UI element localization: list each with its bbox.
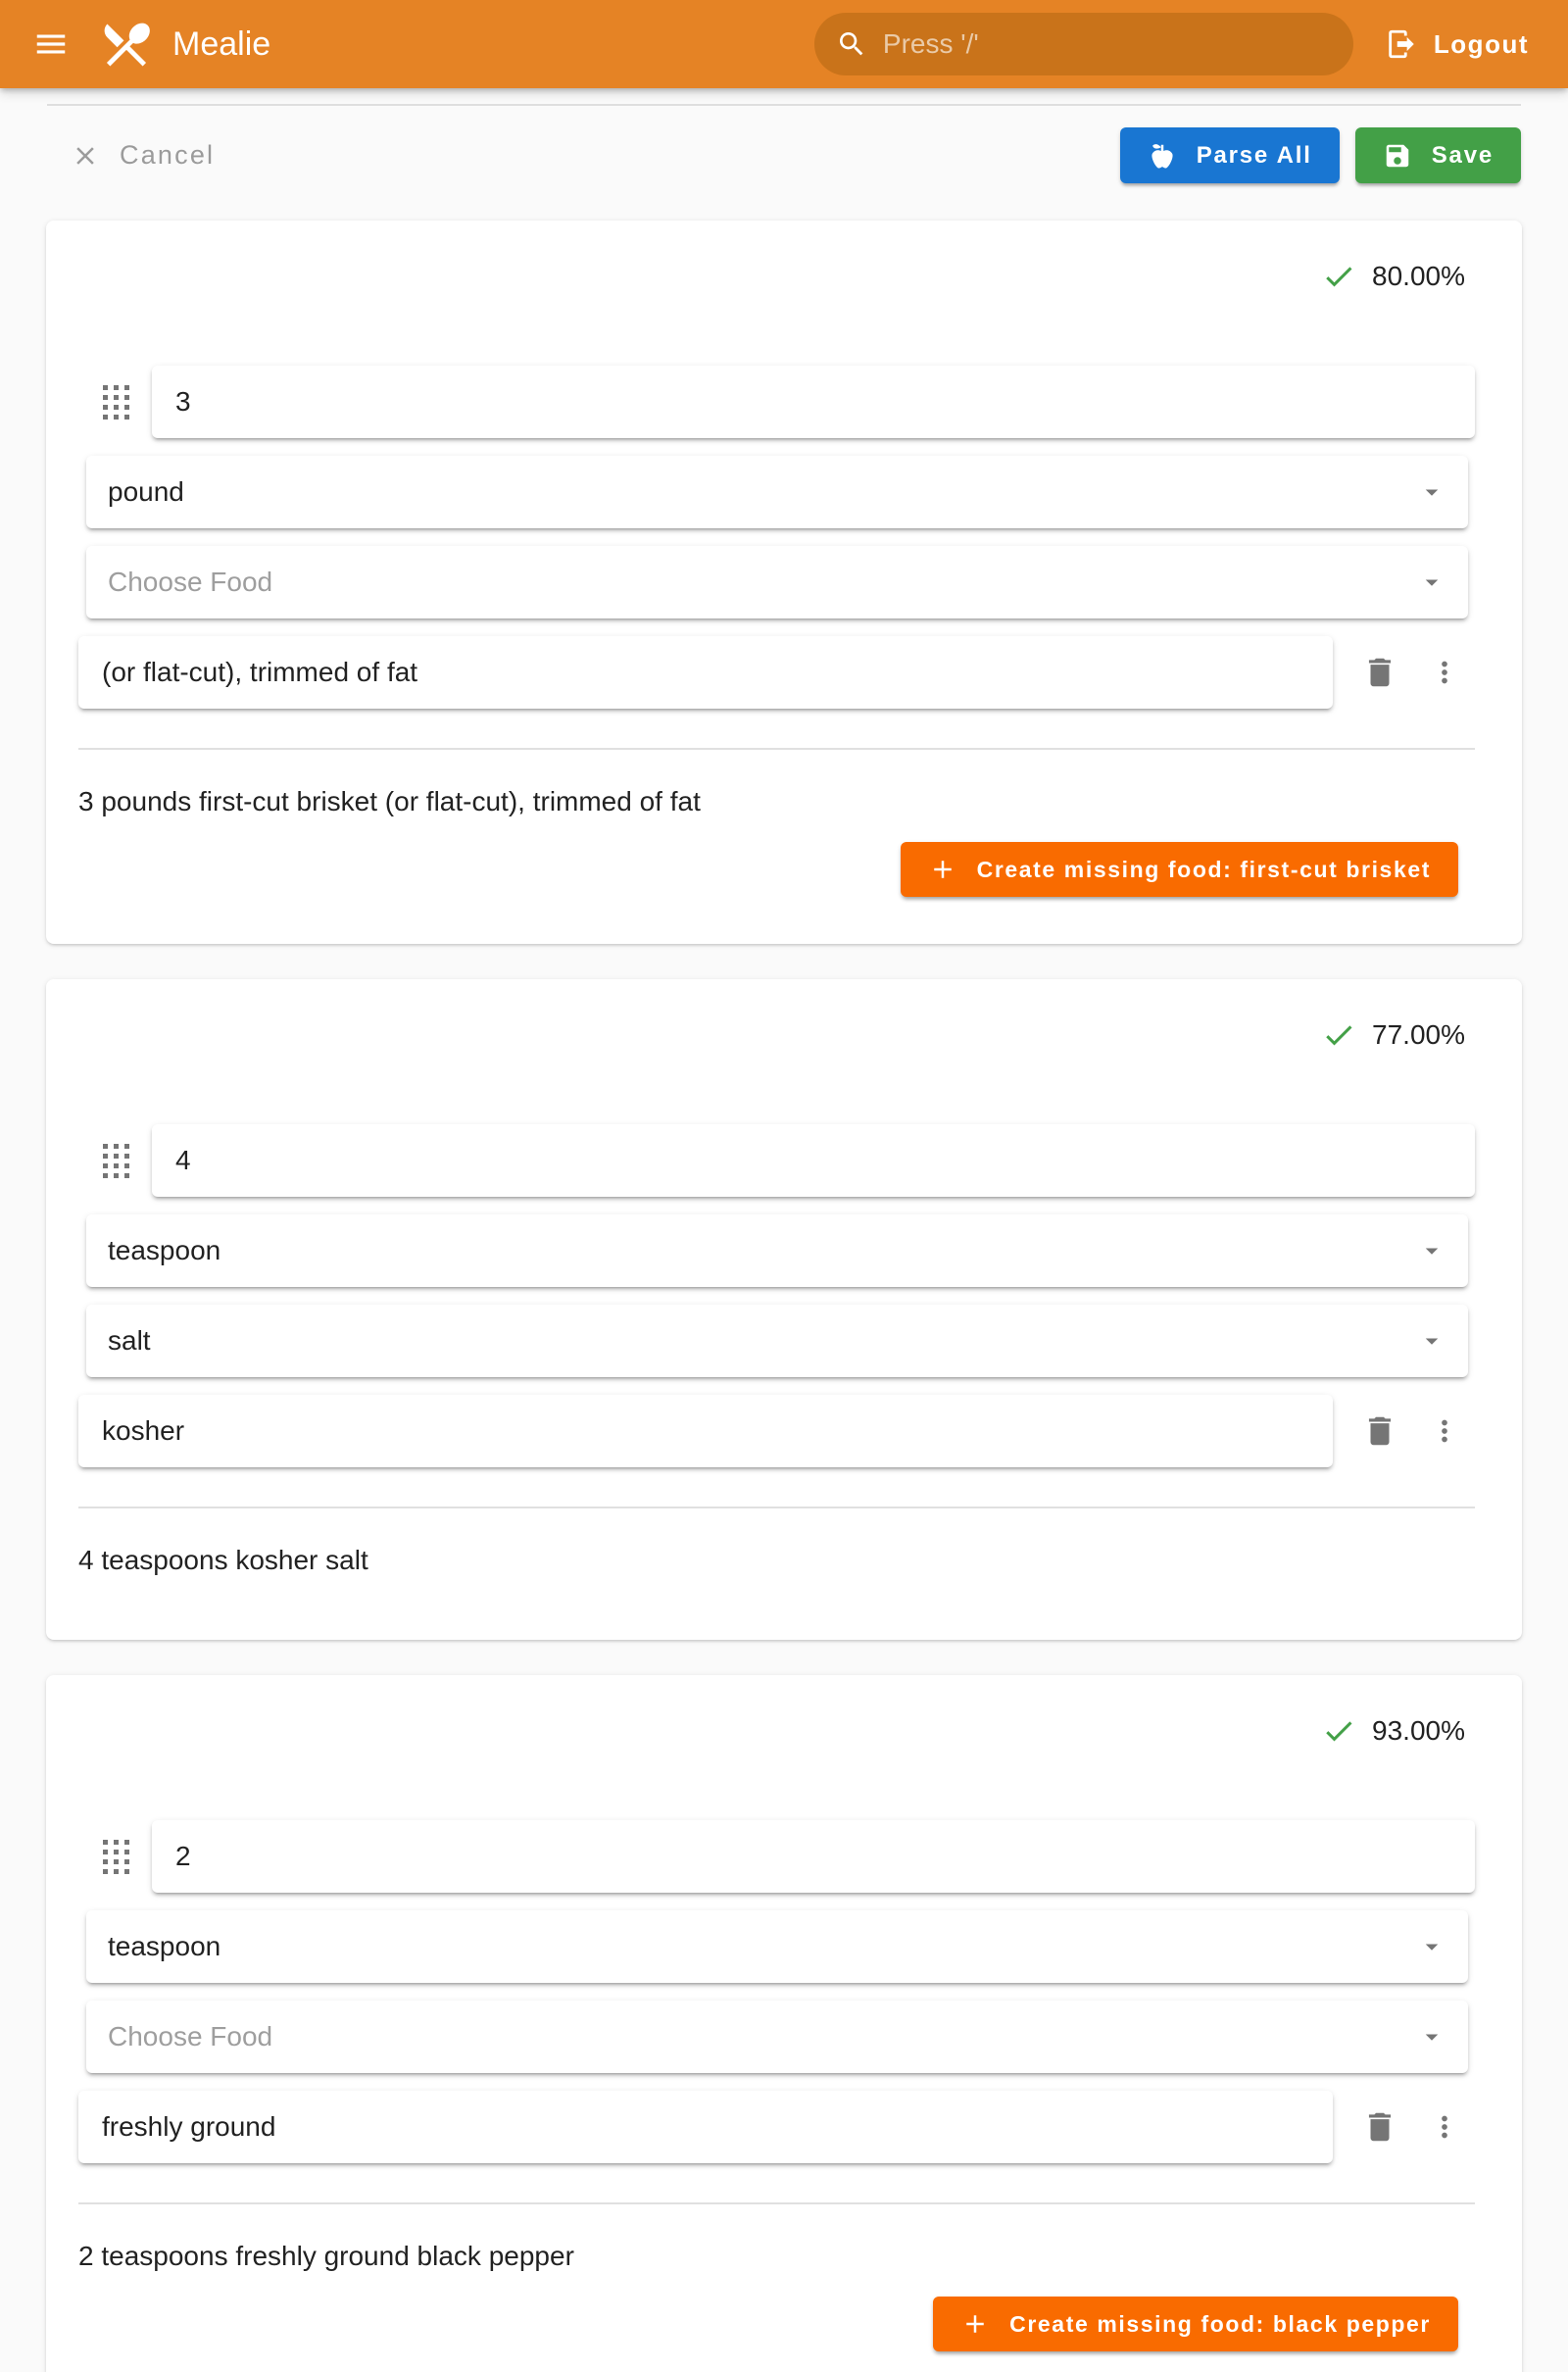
more-options-button[interactable] — [1421, 649, 1468, 696]
search-box[interactable] — [814, 13, 1353, 75]
close-icon — [71, 141, 100, 171]
unit-select[interactable] — [86, 456, 1468, 528]
kebab-menu-icon — [1428, 1414, 1461, 1448]
cancel-button[interactable] — [71, 140, 215, 171]
delete-button[interactable] — [1356, 649, 1403, 696]
food-placeholder: Choose Food — [108, 2021, 273, 2051]
hamburger-icon — [32, 25, 70, 63]
save-button[interactable] — [1355, 127, 1521, 183]
kebab-menu-icon — [1428, 2110, 1461, 2144]
card-divider — [78, 748, 1475, 750]
chevron-down-icon — [1417, 1932, 1446, 1961]
drag-handle-icon[interactable] — [103, 1840, 129, 1874]
app-bar — [0, 0, 1568, 88]
card-divider — [78, 1507, 1475, 1508]
app-title: Mealie — [172, 25, 271, 63]
food-select[interactable] — [86, 2001, 1468, 2073]
confidence-row — [46, 1710, 1465, 1752]
more-options-button[interactable] — [1421, 2103, 1468, 2150]
chevron-down-icon — [1417, 477, 1446, 507]
drag-handle-icon[interactable] — [103, 385, 129, 420]
original-ingredient-text: 4 teaspoons kosher salt — [78, 1545, 368, 1575]
note-input[interactable] — [78, 636, 1333, 709]
trash-icon — [1361, 2108, 1398, 2146]
confidence-value: 77.00% — [1372, 1019, 1465, 1050]
chevron-down-icon — [1417, 1326, 1446, 1356]
logout-button[interactable] — [1385, 27, 1529, 61]
create-missing-food-label: Create missing food: black pepper — [1009, 2310, 1431, 2337]
check-icon — [1321, 1713, 1356, 1749]
ingredient-card — [46, 979, 1522, 1640]
ingredient-card — [46, 1675, 1522, 2372]
apple-icon — [1148, 141, 1177, 171]
delete-button[interactable] — [1356, 1408, 1403, 1455]
chevron-down-icon — [1417, 1236, 1446, 1265]
unit-select[interactable] — [86, 1910, 1468, 1983]
food-select[interactable] — [86, 1305, 1468, 1377]
confidence-value: 93.00% — [1372, 1715, 1465, 1746]
save-label: Save — [1431, 141, 1494, 169]
editor-toolbar — [47, 127, 1521, 183]
logout-label: Logout — [1433, 28, 1529, 59]
check-icon — [1321, 1017, 1356, 1053]
trash-icon — [1361, 1412, 1398, 1450]
food-placeholder: Choose Food — [108, 567, 273, 597]
delete-button[interactable] — [1356, 2103, 1403, 2150]
search-icon — [836, 28, 867, 60]
quantity-input[interactable] — [152, 366, 1475, 438]
chevron-down-icon — [1417, 2022, 1446, 2051]
chevron-down-icon — [1417, 568, 1446, 597]
food-value: salt — [108, 1325, 151, 1356]
drag-handle-icon[interactable] — [103, 1144, 129, 1178]
cancel-label: Cancel — [120, 140, 216, 170]
create-missing-food-button[interactable] — [901, 842, 1458, 897]
unit-value: pound — [108, 476, 184, 507]
content-top-divider — [47, 104, 1521, 106]
check-icon — [1321, 259, 1356, 294]
ingredient-card — [46, 221, 1522, 944]
unit-value: teaspoon — [108, 1931, 221, 1961]
quantity-input[interactable] — [152, 1820, 1475, 1893]
food-select[interactable] — [86, 546, 1468, 618]
more-options-button[interactable] — [1421, 1408, 1468, 1455]
note-input[interactable] — [78, 1395, 1333, 1467]
original-ingredient-text: 3 pounds first-cut brisket (or flat-cut), trimmed of fat — [78, 786, 701, 816]
note-input[interactable] — [78, 2091, 1333, 2163]
parse-all-label: Parse All — [1196, 141, 1312, 169]
mealie-logo-icon — [98, 16, 155, 73]
quantity-input[interactable] — [152, 1124, 1475, 1197]
confidence-row — [46, 256, 1465, 297]
trash-icon — [1361, 654, 1398, 691]
confidence-value: 80.00% — [1372, 261, 1465, 291]
card-divider — [78, 2202, 1475, 2204]
parse-all-button[interactable] — [1120, 127, 1340, 183]
plus-icon — [928, 855, 957, 884]
unit-value: teaspoon — [108, 1235, 221, 1265]
menu-button[interactable] — [24, 17, 78, 72]
logout-icon — [1385, 27, 1418, 61]
confidence-row — [46, 1014, 1465, 1056]
original-ingredient-text: 2 teaspoons freshly ground black pepper — [78, 2241, 574, 2271]
search-input[interactable] — [883, 28, 1332, 60]
save-icon — [1383, 141, 1412, 171]
unit-select[interactable] — [86, 1214, 1468, 1287]
create-missing-food-label: Create missing food: first-cut brisket — [976, 856, 1431, 882]
kebab-menu-icon — [1428, 656, 1461, 689]
plus-icon — [960, 2309, 990, 2339]
create-missing-food-button[interactable] — [933, 2297, 1458, 2351]
